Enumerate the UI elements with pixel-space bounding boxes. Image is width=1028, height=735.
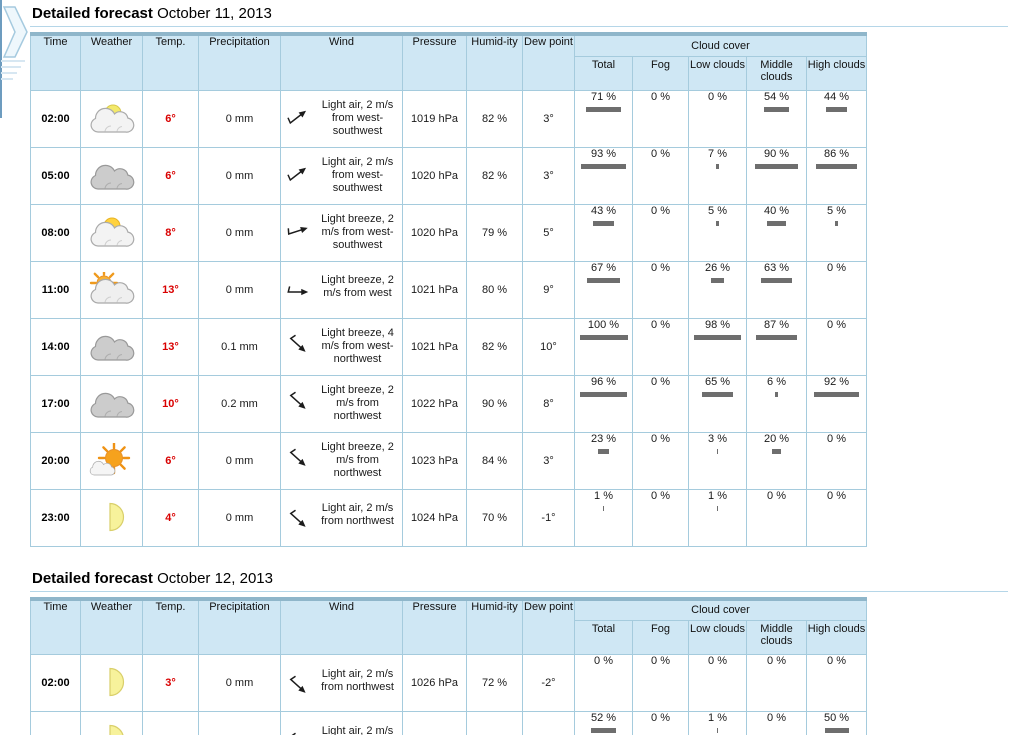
cloud-cover-value: 43 %	[590, 204, 617, 217]
col-header-cloud-high: High clouds	[807, 56, 867, 90]
cloud-cover-bar	[711, 278, 724, 283]
precipitation-cell: 0.1 mm	[199, 318, 281, 375]
cloud-cover-value: 100 %	[587, 318, 620, 331]
sun-small-cloud-icon	[84, 443, 140, 479]
dew-point-cell: 8°	[523, 375, 575, 432]
table-row	[31, 147, 867, 204]
humidity-cell: 82 %	[467, 318, 523, 375]
cloud-cover-bar	[580, 335, 628, 340]
humidity-cell: 84 %	[467, 432, 523, 489]
col-header-time: Time	[31, 599, 81, 655]
weather-cell	[81, 432, 143, 489]
cloud-low-cell	[689, 147, 747, 204]
wind-direction-arrow-icon	[284, 104, 312, 130]
cloud-fog-cell	[633, 204, 689, 261]
cloud-cover-value: 96 %	[590, 375, 617, 388]
cloud-total-cell	[575, 489, 633, 546]
cloud-cover-bar	[717, 449, 718, 454]
pressure-cell: 1021 hPa	[403, 261, 467, 318]
cloud-cover-bar	[835, 221, 837, 226]
cloud-high-cell	[807, 261, 867, 318]
cloud-cover-value: 1 %	[594, 489, 613, 502]
precipitation-cell: 0.2 mm	[199, 375, 281, 432]
cloud-cover-value: 0 %	[651, 489, 670, 502]
time-cell: 20:00	[31, 432, 81, 489]
moon-cloud-icon	[84, 101, 140, 137]
table-row	[31, 261, 867, 318]
col-header-wind: Wind	[281, 34, 403, 90]
sun-cloud-icon	[84, 272, 140, 308]
wind-direction-arrow-icon	[284, 161, 312, 187]
table-row	[31, 318, 867, 375]
cloud-total-cell	[575, 90, 633, 147]
cloud-low-cell	[689, 318, 747, 375]
wind-cell: Light air, 2 m/s from northwest	[281, 489, 403, 546]
cloud-cover-value: 0 %	[651, 90, 670, 103]
cloud-low-cell	[689, 261, 747, 318]
temp-cell: 13°	[143, 318, 199, 375]
wind-cell: Light air, 2 m/s from west-southwest	[281, 90, 403, 147]
weather-cell	[81, 90, 143, 147]
time-cell: 23:00	[31, 489, 81, 546]
cloud-cover-value: 63 %	[763, 261, 790, 274]
cloud-cover-bar	[761, 278, 791, 283]
cloud-cover-bar	[717, 506, 718, 511]
time-cell: 17:00	[31, 375, 81, 432]
wind-cell: Light breeze, 2 m/s from northwest	[281, 375, 403, 432]
forecast-table	[30, 32, 867, 547]
wind-direction-arrow-icon	[284, 730, 312, 735]
cloud-cover-value: 54 %	[763, 90, 790, 103]
temp-cell	[143, 712, 199, 735]
cloud-middle-cell	[747, 318, 807, 375]
time-cell: 11:00	[31, 261, 81, 318]
cloud-cover-value: 0 %	[594, 655, 613, 667]
dew-point-cell: -1°	[523, 489, 575, 546]
col-header-cloud-fog: Fog	[633, 56, 689, 90]
cloud-fog-cell	[633, 375, 689, 432]
temp-cell: 6°	[143, 432, 199, 489]
temp-cell: 6°	[143, 147, 199, 204]
cloud-cover-value: 0 %	[827, 489, 846, 502]
cloud-cover-value: 5 %	[827, 204, 846, 217]
col-header-cloud-low: Low clouds	[689, 56, 747, 90]
humidity-cell: 82 %	[467, 90, 523, 147]
precipitation-cell	[199, 712, 281, 735]
cloud-low-cell	[689, 432, 747, 489]
section-title-date: October 12, 2013	[157, 569, 273, 587]
cloud-cover-value: 20 %	[763, 432, 790, 445]
col-header-cloud-low: Low clouds	[689, 621, 747, 655]
cloud-cover-value: 0 %	[767, 712, 786, 724]
cloud-cover-bar	[581, 164, 626, 169]
cloud-total-cell	[575, 261, 633, 318]
col-header-cloud-cover: Cloud cover	[575, 599, 867, 621]
col-header-cloud-fog: Fog	[633, 621, 689, 655]
cloud-cover-bar	[580, 392, 626, 397]
wind-cell: Light breeze, 2 m/s from northwest	[281, 432, 403, 489]
cloud-cover-value: 87 %	[763, 318, 790, 331]
pressure-cell: 1026 hPa	[403, 655, 467, 712]
forecast-table	[30, 597, 867, 735]
section-title-bold: Detailed forecast	[32, 5, 153, 22]
time-cell: 02:00	[31, 90, 81, 147]
cloud-fog-cell	[633, 318, 689, 375]
section-title-bold: Detailed forecast	[32, 569, 153, 587]
wind-direction-arrow-icon	[284, 332, 312, 358]
cloud-cover-value: 23 %	[590, 432, 617, 445]
cloud-cover-bar	[716, 221, 718, 226]
col-header-cloud-middle: Middle clouds	[747, 621, 807, 655]
cloud-middle-cell	[747, 432, 807, 489]
pressure-cell	[403, 712, 467, 735]
col-header-cloud-total: Total	[575, 621, 633, 655]
humidity-cell: 79 %	[467, 204, 523, 261]
section-title	[30, 6, 1008, 27]
cloud-high-cell	[807, 489, 867, 546]
cloud-cover-bar	[587, 278, 619, 283]
cloud-cover-bar	[814, 392, 858, 397]
cloud-middle-cell	[747, 375, 807, 432]
pressure-cell: 1024 hPa	[403, 489, 467, 546]
cloud-fog-cell	[633, 90, 689, 147]
dew-point-cell	[523, 712, 575, 735]
time-cell	[31, 712, 81, 735]
col-header-pressure: Pressure	[403, 599, 467, 655]
cloud-cover-bar	[764, 107, 790, 112]
forecast-section-oct12	[30, 571, 1008, 735]
temp-cell: 3°	[143, 655, 199, 712]
weather-cell	[81, 489, 143, 546]
cloud-cover-bar	[593, 221, 614, 226]
wind-cell: Light air, 2 m/s from west-southwest	[281, 147, 403, 204]
cloud-cover-value: 0 %	[651, 261, 670, 274]
humidity-cell: 70 %	[467, 489, 523, 546]
cloud-middle-cell	[747, 712, 807, 735]
cloud-cover-value: 0 %	[827, 261, 846, 274]
cloud-cover-value: 6 %	[767, 375, 786, 388]
cloud-high-cell	[807, 90, 867, 147]
pressure-cell: 1020 hPa	[403, 147, 467, 204]
deco-line	[1, 60, 25, 62]
dew-point-cell: 3°	[523, 90, 575, 147]
temp-cell: 8°	[143, 204, 199, 261]
cloud-middle-cell	[747, 147, 807, 204]
cloud-cover-value: 1 %	[708, 712, 727, 724]
cloud-cover-value: 7 %	[708, 147, 727, 160]
cloud-middle-cell	[747, 655, 807, 712]
pressure-cell: 1019 hPa	[403, 90, 467, 147]
cloud-total-cell	[575, 712, 633, 735]
cloud-gray-icon	[84, 158, 140, 194]
wind-cell: Light air, 2 m/s	[281, 712, 403, 735]
cloud-fog-cell	[633, 712, 689, 735]
cloud-gray-icon	[84, 386, 140, 422]
dew-point-cell: -2°	[523, 655, 575, 712]
cloud-cover-value: 67 %	[590, 261, 617, 274]
wind-direction-arrow-icon	[284, 389, 312, 415]
table-row	[31, 90, 867, 147]
precipitation-cell: 0 mm	[199, 489, 281, 546]
wind-cell: Light breeze, 2 m/s from west-southwest	[281, 204, 403, 261]
col-header-weather: Weather	[81, 599, 143, 655]
col-header-humidity: Humid-ity	[467, 599, 523, 655]
cloud-middle-cell	[747, 90, 807, 147]
table-row	[31, 655, 867, 712]
cloud-cover-bar	[717, 728, 718, 733]
cloud-cover-bar	[603, 506, 604, 511]
section-title	[30, 571, 1008, 592]
weather-cell	[81, 318, 143, 375]
dew-point-cell: 3°	[523, 147, 575, 204]
dew-point-cell: 9°	[523, 261, 575, 318]
pressure-cell: 1022 hPa	[403, 375, 467, 432]
col-header-dew-point: Dew point	[523, 599, 575, 655]
cloud-cover-bar	[756, 335, 798, 340]
wind-direction-arrow-icon	[284, 507, 312, 533]
col-header-precipitation: Precipitation	[199, 34, 281, 90]
col-header-weather: Weather	[81, 34, 143, 90]
section-title-date: October 11, 2013	[157, 5, 272, 22]
cloud-cover-bar	[586, 107, 620, 112]
cloud-cover-value: 0 %	[651, 204, 670, 217]
table-row	[31, 712, 867, 735]
dew-point-cell: 5°	[523, 204, 575, 261]
time-cell: 02:00	[31, 655, 81, 712]
cloud-high-cell	[807, 712, 867, 735]
cloud-cover-value: 0 %	[651, 147, 670, 160]
temp-cell: 13°	[143, 261, 199, 318]
cloud-cover-value: 5 %	[708, 204, 727, 217]
cloud-cover-bar	[826, 107, 847, 112]
temp-cell: 10°	[143, 375, 199, 432]
table-row	[31, 432, 867, 489]
cloud-cover-value: 93 %	[590, 147, 617, 160]
wind-direction-arrow-icon	[284, 279, 312, 305]
deco-line	[1, 78, 13, 80]
dew-point-cell: 3°	[523, 432, 575, 489]
weather-cell	[81, 712, 143, 735]
cloud-cover-value: 0 %	[651, 655, 670, 667]
wind-direction-arrow-icon	[284, 446, 312, 472]
humidity-cell: 90 %	[467, 375, 523, 432]
temp-cell: 4°	[143, 489, 199, 546]
pressure-cell: 1023 hPa	[403, 432, 467, 489]
col-header-time: Time	[31, 34, 81, 90]
table-row	[31, 489, 867, 546]
cloud-cover-bar	[598, 449, 609, 454]
col-header-dew-point: Dew point	[523, 34, 575, 90]
col-header-cloud-total: Total	[575, 56, 633, 90]
moon-icon	[84, 500, 140, 536]
cloud-cover-value: 40 %	[763, 204, 790, 217]
cloud-cover-value: 0 %	[827, 318, 846, 331]
cloud-cover-bar	[772, 449, 782, 454]
cloud-fog-cell	[633, 489, 689, 546]
cloud-cover-bar	[702, 392, 733, 397]
cloud-cover-value: 0 %	[651, 712, 670, 724]
cloud-cover-bar	[825, 728, 849, 733]
pressure-cell: 1021 hPa	[403, 318, 467, 375]
precipitation-cell: 0 mm	[199, 432, 281, 489]
cloud-cover-value: 0 %	[767, 655, 786, 667]
col-header-cloud-cover: Cloud cover	[575, 34, 867, 56]
cloud-cover-value: 65 %	[704, 375, 731, 388]
cloud-cover-value: 86 %	[823, 147, 850, 160]
cloud-cover-bar	[775, 392, 778, 397]
cloud-cover-value: 26 %	[704, 261, 731, 274]
weather-cell	[81, 261, 143, 318]
cloud-total-cell	[575, 432, 633, 489]
cloud-low-cell	[689, 489, 747, 546]
precipitation-cell: 0 mm	[199, 204, 281, 261]
precipitation-cell: 0 mm	[199, 655, 281, 712]
col-header-temp: Temp.	[143, 34, 199, 90]
cloud-fog-cell	[633, 147, 689, 204]
cloud-low-cell	[689, 375, 747, 432]
wind-cell: Light breeze, 4 m/s from west-northwest	[281, 318, 403, 375]
cloud-total-cell	[575, 318, 633, 375]
time-cell: 14:00	[31, 318, 81, 375]
cloud-cover-value: 0 %	[767, 489, 786, 502]
time-cell: 05:00	[31, 147, 81, 204]
cloud-cover-value: 0 %	[651, 318, 670, 331]
cloud-cover-bar	[767, 221, 786, 226]
deco-line	[1, 72, 17, 74]
col-header-pressure: Pressure	[403, 34, 467, 90]
left-margin-decoration	[0, 0, 30, 140]
wind-direction-arrow-icon	[284, 673, 312, 699]
dew-point-cell: 10°	[523, 318, 575, 375]
cloud-high-cell	[807, 204, 867, 261]
cloud-cover-value: 71 %	[590, 90, 617, 103]
cloud-high-cell	[807, 318, 867, 375]
precipitation-cell: 0 mm	[199, 261, 281, 318]
cloud-low-cell	[689, 90, 747, 147]
cloud-cover-value: 3 %	[708, 432, 727, 445]
cloud-cover-value: 52 %	[590, 712, 617, 724]
weather-cell	[81, 147, 143, 204]
weather-cell	[81, 375, 143, 432]
col-header-cloud-middle: Middle clouds	[747, 56, 807, 90]
cloud-cover-value: 50 %	[823, 712, 850, 724]
cloud-low-cell	[689, 712, 747, 735]
wind-cell: Light air, 2 m/s from northwest	[281, 655, 403, 712]
cloud-cover-bar	[816, 164, 857, 169]
cloud-cover-value: 0 %	[827, 655, 846, 667]
precipitation-cell: 0 mm	[199, 147, 281, 204]
col-header-cloud-high: High clouds	[807, 621, 867, 655]
cloud-cover-bar	[694, 335, 741, 340]
cloud-low-cell	[689, 204, 747, 261]
precipitation-cell: 0 mm	[199, 90, 281, 147]
humidity-cell: 80 %	[467, 261, 523, 318]
pressure-cell: 1020 hPa	[403, 204, 467, 261]
cloud-cover-value: 0 %	[708, 655, 727, 667]
cloud-fog-cell	[633, 432, 689, 489]
moon-icon	[84, 722, 140, 735]
moon-icon	[84, 665, 140, 701]
sun-peek-cloud-icon	[84, 215, 140, 251]
wind-direction-arrow-icon	[284, 218, 312, 244]
cloud-cover-value: 1 %	[708, 489, 727, 502]
cloud-cover-value: 0 %	[651, 432, 670, 445]
wind-cell: Light breeze, 2 m/s from west	[281, 261, 403, 318]
cloud-high-cell	[807, 147, 867, 204]
cloud-cover-value: 92 %	[823, 375, 850, 388]
col-header-humidity: Humid-ity	[467, 34, 523, 90]
cloud-gray-icon	[84, 329, 140, 365]
humidity-cell: 82 %	[467, 147, 523, 204]
collapse-chevron-icon[interactable]	[2, 5, 30, 61]
cloud-total-cell	[575, 655, 633, 712]
humidity-cell	[467, 712, 523, 735]
cloud-middle-cell	[747, 204, 807, 261]
cloud-fog-cell	[633, 261, 689, 318]
cloud-cover-value: 44 %	[823, 90, 850, 103]
forecast-section-oct11	[30, 6, 1008, 547]
cloud-cover-bar	[591, 728, 616, 733]
col-header-temp: Temp.	[143, 599, 199, 655]
cloud-high-cell	[807, 655, 867, 712]
col-header-wind: Wind	[281, 599, 403, 655]
cloud-cover-value: 0 %	[827, 432, 846, 445]
cloud-high-cell	[807, 375, 867, 432]
cloud-low-cell	[689, 655, 747, 712]
cloud-middle-cell	[747, 489, 807, 546]
weather-cell	[81, 655, 143, 712]
time-cell: 08:00	[31, 204, 81, 261]
weather-cell	[81, 204, 143, 261]
deco-line	[1, 66, 21, 68]
temp-cell: 6°	[143, 90, 199, 147]
cloud-total-cell	[575, 147, 633, 204]
cloud-cover-value: 90 %	[763, 147, 790, 160]
table-row	[31, 204, 867, 261]
cloud-middle-cell	[747, 261, 807, 318]
cloud-cover-value: 98 %	[704, 318, 731, 331]
cloud-cover-value: 0 %	[651, 375, 670, 388]
cloud-high-cell	[807, 432, 867, 489]
cloud-fog-cell	[633, 655, 689, 712]
humidity-cell: 72 %	[467, 655, 523, 712]
cloud-cover-bar	[755, 164, 798, 169]
cloud-total-cell	[575, 375, 633, 432]
cloud-cover-value: 0 %	[708, 90, 727, 103]
cloud-cover-bar	[716, 164, 719, 169]
table-row	[31, 375, 867, 432]
cloud-total-cell	[575, 204, 633, 261]
col-header-precipitation: Precipitation	[199, 599, 281, 655]
